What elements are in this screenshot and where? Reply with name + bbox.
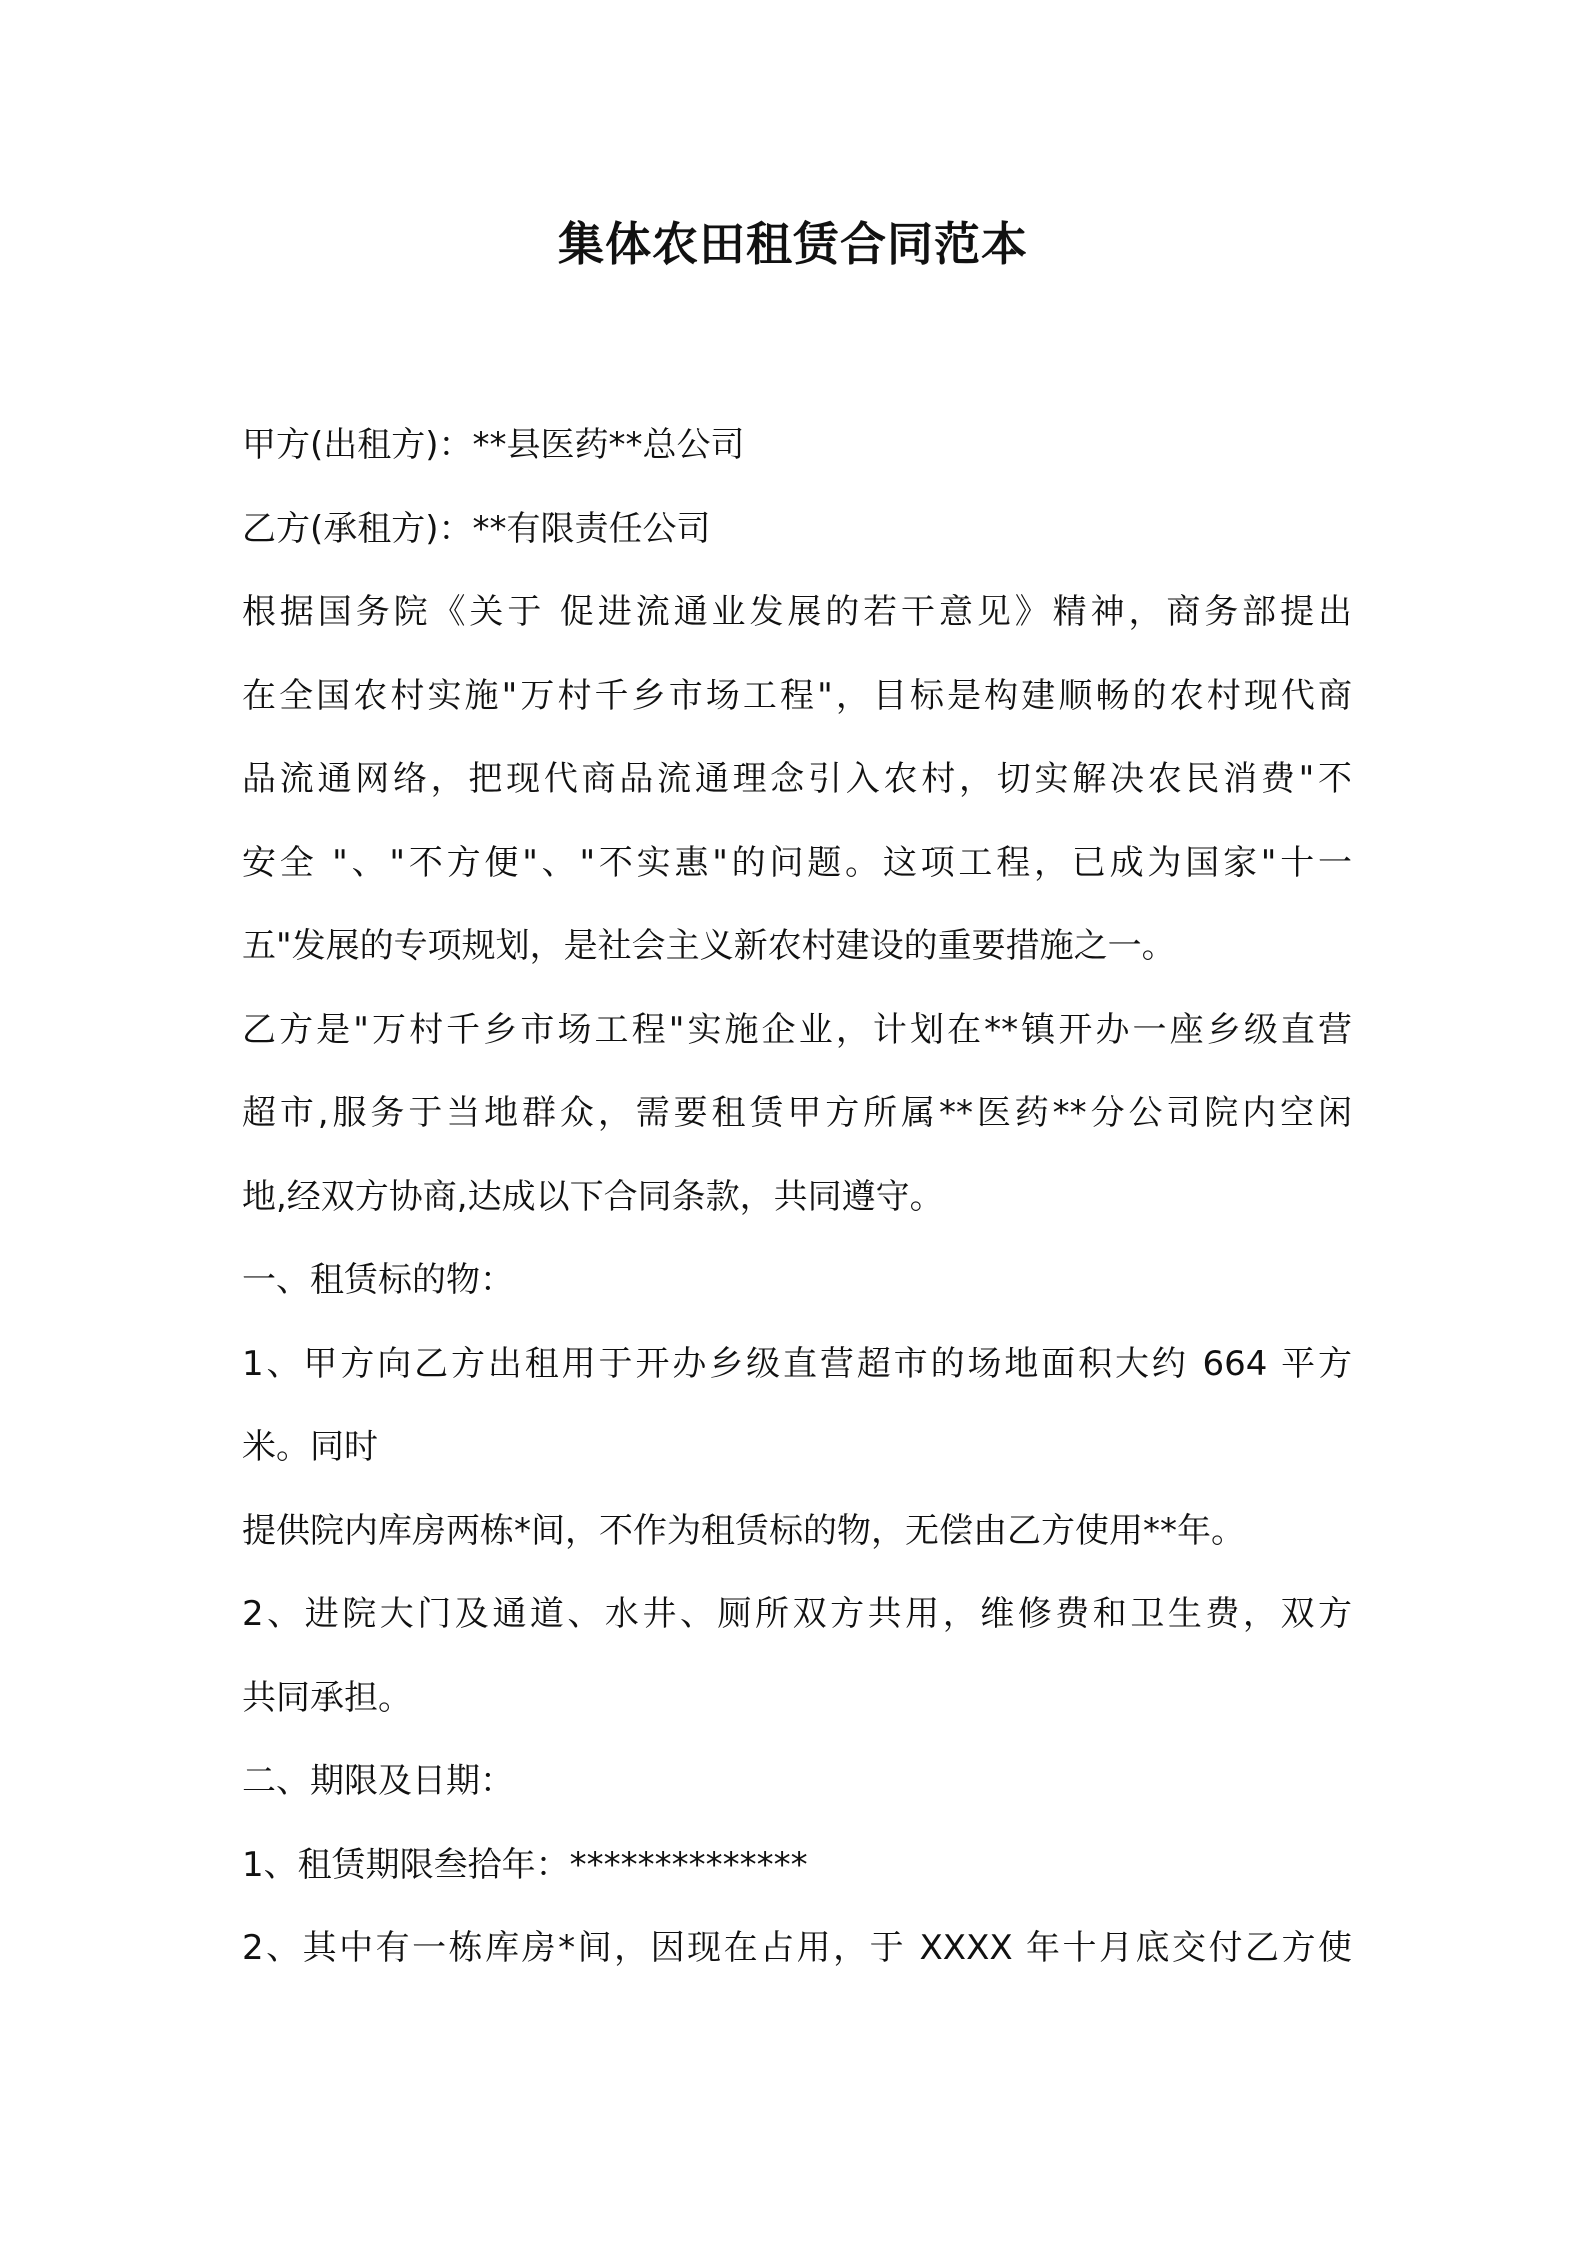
paragraph-line: 超市,服务于当地群众，需要租赁甲方所属**医药**分公司院内空闲 [242, 1093, 1352, 1133]
clause-line: 2、其中有一栋库房*间，因现在占用，于 XXXX 年十月底交付乙方使 [242, 1928, 1352, 1968]
party-b-line: 乙方(承租方)：**有限责任公司 [242, 508, 711, 549]
section-heading: 一、租赁标的物： [242, 1260, 514, 1300]
paragraph-line: 根据国务院《关于 促进流通业发展的若干意见》精神，商务部提出 [242, 592, 1352, 632]
paragraph-line: 在全国农村实施"万村千乡市场工程"，目标是构建顺畅的农村现代商 [242, 675, 1352, 716]
section-heading: 二、期限及日期： [242, 1761, 514, 1801]
clause-line: 共同承担。 [242, 1677, 412, 1718]
paragraph-line: 品流通网络，把现代商品流通理念引入农村，切实解决农民消费"不 [242, 759, 1352, 799]
paragraph-line: 乙方是"万村千乡市场工程"实施企业，计划在**镇开办一座乡级直营 [242, 1009, 1352, 1050]
paragraph-line: 地,经双方协商,达成以下合同条款，共同遵守。 [242, 1176, 944, 1217]
clause-line: 2、进院大门及通道、水井、厕所双方共用，维修费和卫生费，双方 [242, 1594, 1352, 1634]
clause-line: 提供院内库房两栋*间，不作为租赁标的物，无偿由乙方使用**年。 [242, 1510, 1245, 1551]
clause-line: 1、租赁期限叁拾年：************** [242, 1844, 808, 1885]
document-body [242, 404, 1352, 1991]
paragraph-line: 五"发展的专项规划，是社会主义新农村建设的重要措施之一。 [242, 926, 1176, 966]
document-title: 集体农田租赁合同范本 [558, 217, 1028, 271]
party-a-line: 甲方(出租方)：**县医药**总公司 [242, 425, 745, 465]
clause-line: 1、甲方向乙方出租用于开办乡级直营超市的场地面积大约 664 平方 [242, 1343, 1352, 1384]
clause-line: 米。同时 [242, 1427, 378, 1467]
paragraph-line: 安全 "、"不方便"、"不实惠"的问题。这项工程，已成为国家"十一 [242, 842, 1352, 883]
